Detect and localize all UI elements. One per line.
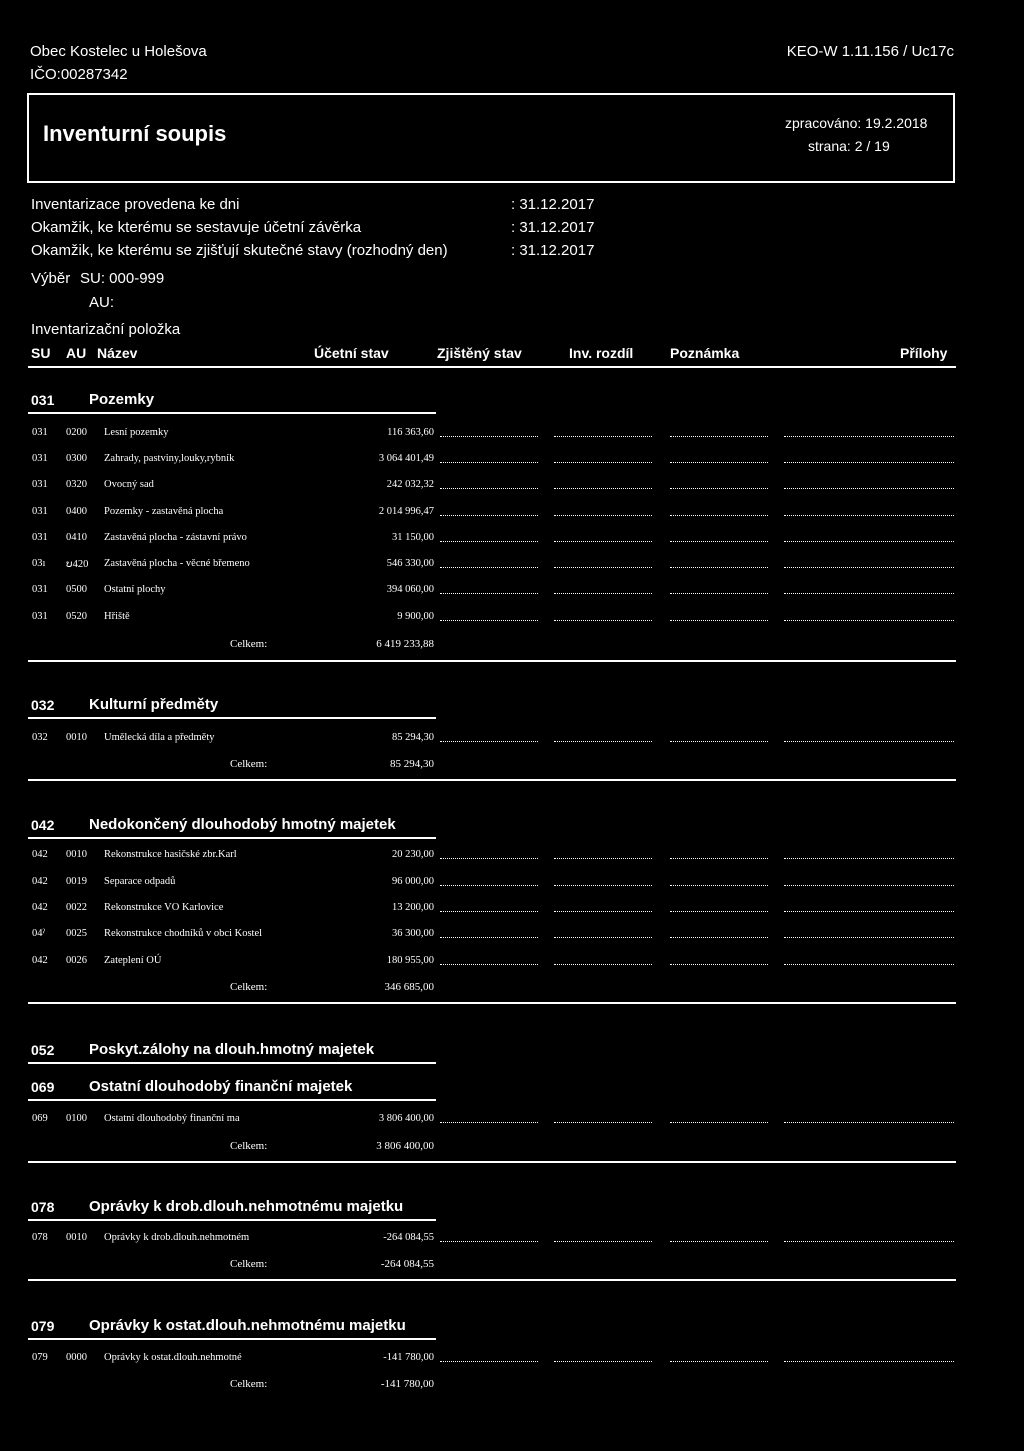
table-row bbox=[0, 876, 1024, 894]
row-book-value: 36 300,00 bbox=[392, 928, 434, 939]
closing-date-value: : 31.12.2017 bbox=[511, 219, 595, 236]
ico-number: IČO:00287342 bbox=[30, 66, 128, 83]
row-au: 0320 bbox=[66, 479, 87, 490]
col-inventory-diff: Inv. rozdíl bbox=[569, 345, 634, 361]
row-su: 032 bbox=[32, 732, 48, 743]
note-field bbox=[670, 858, 768, 859]
col-name: Název bbox=[97, 345, 138, 361]
row-su: 031 bbox=[32, 611, 48, 622]
attachments-field bbox=[784, 741, 954, 742]
row-su: 079 bbox=[32, 1352, 48, 1363]
row-book-value: 31 150,00 bbox=[392, 532, 434, 543]
section-code: 031 bbox=[31, 392, 55, 408]
row-name: Separace odpadů bbox=[104, 876, 176, 887]
total-value: 3 806 400,00 bbox=[376, 1140, 434, 1152]
section-underline bbox=[28, 717, 436, 719]
note-field bbox=[670, 1122, 768, 1123]
found-state-field bbox=[440, 885, 538, 886]
row-su: 031 bbox=[32, 453, 48, 464]
row-name: Umělecká díla a předměty bbox=[104, 732, 215, 743]
total-label: Celkem: bbox=[230, 1258, 268, 1270]
row-book-value: 242 032,32 bbox=[386, 479, 434, 490]
attachments-field bbox=[784, 1122, 954, 1123]
attachments-field bbox=[784, 911, 954, 912]
diff-field bbox=[554, 911, 652, 912]
selection-su: SU: 000-999 bbox=[80, 270, 165, 287]
section-name: Oprávky k ostat.dlouh.nehmotnému majetku bbox=[89, 1317, 406, 1334]
note-field bbox=[670, 937, 768, 938]
row-au: 0010 bbox=[66, 849, 87, 860]
note-field bbox=[670, 488, 768, 489]
attachments-field bbox=[784, 593, 954, 594]
row-name: Hřiště bbox=[104, 611, 130, 622]
note-field bbox=[670, 515, 768, 516]
col-su: SU bbox=[31, 345, 51, 361]
section-divider bbox=[28, 779, 956, 781]
row-su: 042 bbox=[32, 849, 48, 860]
row-su: 069 bbox=[32, 1113, 48, 1124]
row-name: Zastavěná plocha - zástavní právo bbox=[104, 532, 247, 543]
row-book-value: 9 900,00 bbox=[397, 611, 434, 622]
row-book-value: 20 230,00 bbox=[392, 849, 434, 860]
row-au: 0100 bbox=[66, 1113, 87, 1124]
processed-info bbox=[785, 115, 927, 131]
attachments-field bbox=[784, 515, 954, 516]
attachments-field bbox=[784, 488, 954, 489]
diff-field bbox=[554, 741, 652, 742]
found-state-field bbox=[440, 620, 538, 621]
diff-field bbox=[554, 937, 652, 938]
section-divider bbox=[28, 1161, 956, 1163]
table-row bbox=[0, 928, 1024, 946]
software-version: KEO-W 1.11.156 / Uc17c bbox=[786, 43, 954, 60]
row-name: Zateplení OÚ bbox=[104, 955, 162, 966]
table-row bbox=[0, 1352, 1024, 1370]
attachments-field bbox=[784, 937, 954, 938]
note-field bbox=[670, 541, 768, 542]
attachments-field bbox=[784, 858, 954, 859]
row-au: ບ420 bbox=[66, 559, 89, 570]
note-field bbox=[670, 620, 768, 621]
section-underline bbox=[28, 1062, 436, 1064]
total-value: 346 685,00 bbox=[384, 981, 434, 993]
note-field bbox=[670, 436, 768, 437]
diff-field bbox=[554, 964, 652, 965]
row-au: 0010 bbox=[66, 732, 87, 743]
row-book-value: 3 064 401,49 bbox=[378, 453, 434, 464]
col-found-state: Zjištěný stav bbox=[437, 345, 522, 361]
found-state-field bbox=[440, 593, 538, 594]
row-su: 03ı bbox=[32, 558, 46, 569]
section-name: Poskyt.zálohy na dlouh.hmotný majetek bbox=[89, 1041, 375, 1058]
found-state-field bbox=[440, 462, 538, 463]
row-au: 0410 bbox=[66, 532, 87, 543]
row-su: 078 bbox=[32, 1232, 48, 1243]
total-label: Celkem: bbox=[230, 1140, 268, 1152]
attachments-field bbox=[784, 462, 954, 463]
section-code: 078 bbox=[31, 1199, 55, 1215]
found-state-field bbox=[440, 858, 538, 859]
found-state-field bbox=[440, 515, 538, 516]
row-book-value: 13 200,00 bbox=[392, 902, 434, 913]
section-underline bbox=[28, 1338, 436, 1340]
found-state-field bbox=[440, 541, 538, 542]
col-attachments: Přílohy bbox=[900, 345, 948, 361]
attachments-field bbox=[784, 567, 954, 568]
table-row bbox=[0, 902, 1024, 920]
total-value: 6 419 233,88 bbox=[376, 638, 434, 650]
note-field bbox=[670, 885, 768, 886]
table-row bbox=[0, 558, 1024, 576]
section-underline bbox=[28, 1219, 436, 1221]
total-label: Celkem: bbox=[230, 758, 268, 770]
table-row bbox=[0, 453, 1024, 471]
total-label: Celkem: bbox=[230, 638, 268, 650]
diff-field bbox=[554, 593, 652, 594]
diff-field bbox=[554, 1122, 652, 1123]
attachments-field bbox=[784, 436, 954, 437]
table-row bbox=[0, 732, 1024, 750]
decisive-date-value: : 31.12.2017 bbox=[511, 242, 595, 259]
row-book-value: -141 780,00 bbox=[383, 1352, 434, 1363]
attachments-field bbox=[784, 541, 954, 542]
page-title: Inventurní soupis bbox=[43, 121, 227, 146]
row-su: 042 bbox=[32, 955, 48, 966]
row-su: 031 bbox=[32, 427, 48, 438]
attachments-field bbox=[784, 1241, 954, 1242]
found-state-field bbox=[440, 911, 538, 912]
row-book-value: 85 294,30 bbox=[392, 732, 434, 743]
row-au: 0520 bbox=[66, 611, 87, 622]
selection-au: AU: bbox=[89, 294, 115, 311]
section-divider bbox=[28, 660, 956, 662]
page-number: 2 / 19 bbox=[854, 138, 890, 154]
note-field bbox=[670, 462, 768, 463]
table-row bbox=[0, 849, 1024, 867]
diff-field bbox=[554, 858, 652, 859]
table-row bbox=[0, 611, 1024, 629]
table-row bbox=[0, 506, 1024, 524]
title-box bbox=[27, 93, 955, 183]
section-divider bbox=[28, 1002, 956, 1004]
table-row bbox=[0, 427, 1024, 445]
found-state-field bbox=[440, 1241, 538, 1242]
row-name: Rekonstrukce VO Karlovice bbox=[104, 902, 224, 913]
row-su: 042 bbox=[32, 902, 48, 913]
row-book-value: 394 060,00 bbox=[386, 584, 434, 595]
row-su: 031 bbox=[32, 584, 48, 595]
found-state-field bbox=[440, 937, 538, 938]
row-name: Oprávky k drob.dlouh.nehmotném bbox=[104, 1232, 250, 1243]
found-state-field bbox=[440, 964, 538, 965]
page-label: strana: bbox=[808, 138, 851, 154]
diff-field bbox=[554, 567, 652, 568]
diff-field bbox=[554, 436, 652, 437]
row-name: Oprávky k ostat.dlouh.nehmotné bbox=[104, 1352, 242, 1363]
note-field bbox=[670, 964, 768, 965]
row-su: 042 bbox=[32, 876, 48, 887]
table-row bbox=[0, 532, 1024, 550]
row-name: Lesní pozemky bbox=[104, 427, 169, 438]
row-au: 0200 bbox=[66, 427, 87, 438]
row-book-value: 546 330,00 bbox=[386, 558, 434, 569]
row-name: Ostatní plochy bbox=[104, 584, 166, 595]
attachments-field bbox=[784, 1361, 954, 1362]
section-name: Nedokončený dlouhodobý hmotný majetek bbox=[89, 816, 396, 833]
row-name: Zahrady, pastviny,louky,rybník bbox=[104, 453, 235, 464]
col-book-state: Účetní stav bbox=[314, 345, 389, 361]
found-state-field bbox=[440, 741, 538, 742]
diff-field bbox=[554, 488, 652, 489]
section-name: Kulturní předměty bbox=[89, 696, 219, 713]
note-field bbox=[670, 1361, 768, 1362]
row-au: 0022 bbox=[66, 902, 87, 913]
table-row bbox=[0, 955, 1024, 973]
processed-date: 19.2.2018 bbox=[865, 115, 928, 131]
row-au: 0025 bbox=[66, 928, 87, 939]
found-state-field bbox=[440, 488, 538, 489]
total-value: -141 780,00 bbox=[380, 1378, 434, 1390]
section-code: 079 bbox=[31, 1318, 55, 1334]
diff-field bbox=[554, 1361, 652, 1362]
table-row bbox=[0, 479, 1024, 497]
processed-label: zpracováno: bbox=[785, 115, 862, 131]
row-au: 0300 bbox=[66, 453, 87, 464]
total-label: Celkem: bbox=[230, 981, 268, 993]
found-state-field bbox=[440, 567, 538, 568]
section-code: 069 bbox=[31, 1079, 55, 1095]
note-field bbox=[670, 741, 768, 742]
selection-label: Výběr bbox=[31, 270, 71, 287]
section-code: 052 bbox=[31, 1042, 55, 1058]
row-au: 0010 bbox=[66, 1232, 87, 1243]
section-underline bbox=[28, 412, 436, 414]
row-book-value: 2 014 996,47 bbox=[378, 506, 434, 517]
col-au: AU bbox=[66, 345, 87, 361]
row-name: Ostatní dlouhodobý finanční ma bbox=[104, 1113, 240, 1124]
row-au: 0019 bbox=[66, 876, 87, 887]
note-field bbox=[670, 1241, 768, 1242]
diff-field bbox=[554, 885, 652, 886]
row-name: Rekonstrukce chodníků v obci Kostel bbox=[104, 928, 263, 939]
row-name: Zastavěná plocha - věcné břemeno bbox=[104, 558, 250, 569]
page-info bbox=[808, 138, 890, 154]
row-name: Rekonstrukce hasičské zbr.Karl bbox=[104, 849, 237, 860]
row-su: 031 bbox=[32, 479, 48, 490]
section-underline bbox=[28, 837, 436, 839]
inventory-date-value: : 31.12.2017 bbox=[511, 196, 595, 213]
diff-field bbox=[554, 620, 652, 621]
note-field bbox=[670, 911, 768, 912]
diff-field bbox=[554, 462, 652, 463]
total-value: -264 084,55 bbox=[380, 1258, 434, 1270]
note-field bbox=[670, 593, 768, 594]
total-label: Celkem: bbox=[230, 1378, 268, 1390]
note-field bbox=[670, 567, 768, 568]
attachments-field bbox=[784, 620, 954, 621]
closing-date-label: Okamžik, ke kterému se sestavuje účetní závěrka bbox=[31, 219, 362, 236]
table-row bbox=[0, 1232, 1024, 1250]
row-su: 04ˀ bbox=[32, 928, 46, 939]
diff-field bbox=[554, 541, 652, 542]
table-row bbox=[0, 1113, 1024, 1131]
row-book-value: 3 806 400,00 bbox=[378, 1113, 434, 1124]
found-state-field bbox=[440, 436, 538, 437]
decisive-date-label: Okamžik, ke kterému se zjišťují skutečné stavy (rozhodný den) bbox=[31, 242, 448, 259]
found-state-field bbox=[440, 1361, 538, 1362]
organization-name: Obec Kostelec u Holešova bbox=[30, 43, 207, 60]
section-name: Pozemky bbox=[89, 391, 155, 408]
header-divider bbox=[28, 366, 956, 368]
row-name: Pozemky - zastavěná plocha bbox=[104, 506, 224, 517]
row-au: 0000 bbox=[66, 1352, 87, 1363]
row-su: 031 bbox=[32, 532, 48, 543]
row-name: Ovocný sad bbox=[104, 479, 154, 490]
section-divider bbox=[28, 1279, 956, 1281]
inventory-date-label: Inventarizace provedena ke dni bbox=[31, 196, 240, 213]
attachments-field bbox=[784, 885, 954, 886]
total-value: 85 294,30 bbox=[390, 758, 434, 770]
table-row bbox=[0, 584, 1024, 602]
row-au: 0400 bbox=[66, 506, 87, 517]
row-book-value: -264 084,55 bbox=[383, 1232, 434, 1243]
row-su: 031 bbox=[32, 506, 48, 517]
section-code: 032 bbox=[31, 697, 55, 713]
col-note: Poznámka bbox=[670, 345, 740, 361]
section-name: Oprávky k drob.dlouh.nehmotnému majetku bbox=[89, 1198, 404, 1215]
row-book-value: 180 955,00 bbox=[386, 955, 434, 966]
found-state-field bbox=[440, 1122, 538, 1123]
inventory-item-heading: Inventarizační položka bbox=[31, 321, 181, 338]
row-au: 0026 bbox=[66, 955, 87, 966]
section-name: Ostatní dlouhodobý finanční majetek bbox=[89, 1078, 353, 1095]
row-book-value: 96 000,00 bbox=[392, 876, 434, 887]
diff-field bbox=[554, 1241, 652, 1242]
row-au: 0500 bbox=[66, 584, 87, 595]
section-underline bbox=[28, 1099, 436, 1101]
attachments-field bbox=[784, 964, 954, 965]
row-book-value: 116 363,60 bbox=[387, 427, 434, 438]
diff-field bbox=[554, 515, 652, 516]
section-code: 042 bbox=[31, 817, 55, 833]
